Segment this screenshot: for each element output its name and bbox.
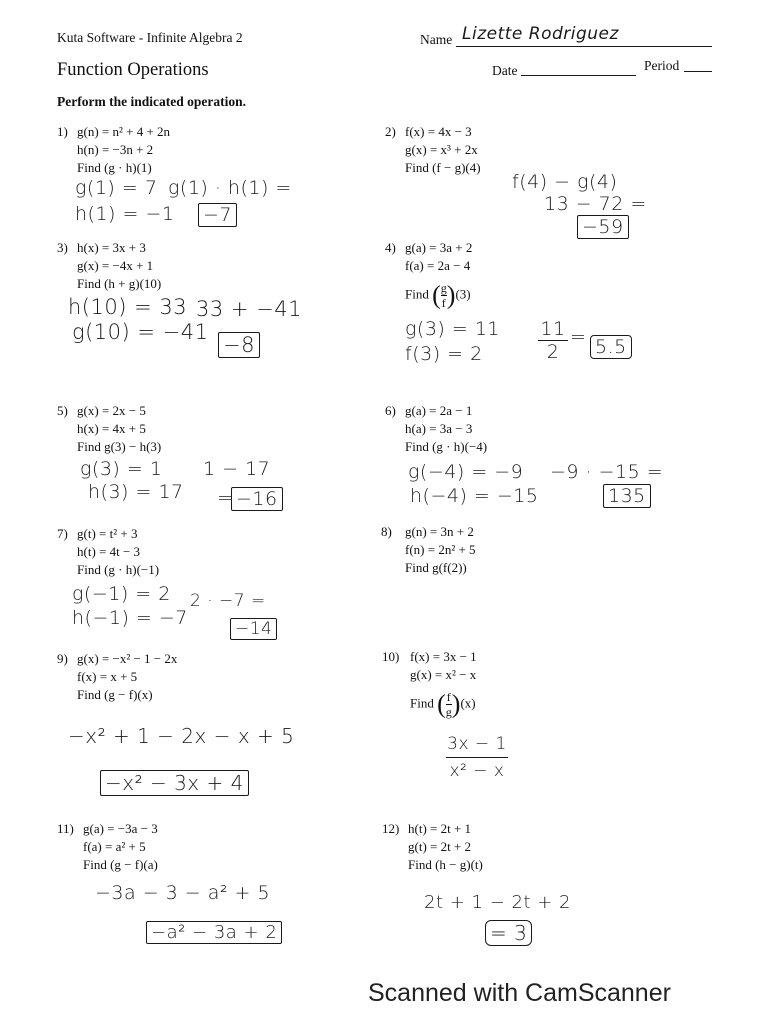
problem-line: g(x) = −x² − 1 − 2x (77, 651, 178, 666)
problem-number: 8) (381, 524, 392, 539)
handwritten-work: −9 · −15 = (550, 461, 664, 483)
problem-line: g(a) = 3a + 2 (405, 240, 473, 255)
problem-line: h(a) = 3a − 3 (405, 421, 473, 436)
problem-line: g(t) = t² + 3 (77, 526, 138, 541)
handwritten-work: 2 · −7 = (190, 591, 266, 611)
problem-line: h(x) = 3x + 3 (77, 240, 146, 255)
problem-4 (385, 239, 665, 319)
boxed-answer: −16 (231, 487, 283, 511)
problem-number: 12) (382, 821, 400, 836)
handwritten-work: g(−1) = 2 (72, 583, 171, 605)
problem-6 (385, 402, 665, 462)
problem-line: h(n) = −3n + 2 (77, 142, 154, 157)
problem-number: 7) (57, 526, 68, 541)
handwritten-work: g(1) = 7 (75, 177, 158, 199)
handwritten-work: h(−4) = −15 (410, 485, 539, 507)
fraction: $\frac{f}{g}$ (445, 690, 452, 719)
problem-5 (57, 402, 337, 462)
problem-number: 1) (57, 124, 68, 139)
problem-line: g(x) = x³ + 2x (405, 142, 478, 157)
handwritten-work: h(1) = −1 (75, 203, 175, 225)
problem-line: Find (g · h)(−4) (405, 439, 488, 454)
handwritten-work: h(10) = 33 (68, 295, 188, 319)
name-line (456, 46, 712, 47)
handwritten-work: g(3) = 1 (80, 458, 163, 480)
problem-8 (377, 523, 667, 583)
problem-number: 5) (57, 403, 68, 418)
boxed-answer: 135 (603, 484, 651, 508)
problem-number: 6) (385, 403, 396, 418)
problem-line: f(x) = x + 5 (77, 669, 138, 684)
problem-9 (57, 650, 337, 710)
problem-1 (57, 123, 337, 183)
handwritten-work: 2t + 1 − 2t + 2 (424, 892, 571, 913)
handwritten-work: g(3) = 11 (405, 318, 500, 340)
problem-line: f(x) = 4x − 3 (405, 124, 472, 139)
student-name: Lizette Rodriguez (462, 24, 619, 44)
handwritten-work: g(−4) = −9 (408, 461, 524, 483)
boxed-answer: −a² − 3a + 2 (146, 921, 282, 944)
problem-10 (382, 648, 667, 728)
boxed-answer: = 3 (485, 920, 532, 946)
problem-line: h(t) = 4t − 3 (77, 544, 141, 559)
handwritten-work: 33 + −41 (196, 297, 302, 321)
problem-line: Find (h + g)(10) (77, 276, 162, 291)
handwritten-fraction: 11 2 (538, 318, 568, 363)
name-label: Name (420, 32, 453, 47)
handwritten-work: f(3) = 2 (405, 343, 483, 365)
handwritten-work: 13 − 72 = (544, 193, 647, 215)
problem-line: f(a) = a² + 5 (83, 839, 146, 854)
problem-line: Find (g · h)(1) (77, 160, 152, 175)
problem-line: g(n) = 3n + 2 (405, 524, 474, 539)
problem-number: 3) (57, 240, 68, 255)
problem-line: Find (h − g)(t) (408, 857, 483, 872)
worksheet-title: Function Operations (57, 60, 209, 80)
boxed-answer: −7 (198, 203, 237, 227)
problem-line: g(x) = x² − x (410, 667, 477, 682)
problem-3 (57, 239, 337, 299)
problem-number: 11) (57, 821, 74, 836)
problem-line: f(a) = 2a − 4 (405, 258, 471, 273)
instructions: Perform the indicated operation. (57, 94, 246, 109)
problem-line: g(t) = 2t + 2 (408, 839, 472, 854)
boxed-answer: −59 (577, 215, 629, 239)
fraction: $\frac{g}{f}$ (440, 281, 447, 310)
handwritten-work: −3a − 3 − a² + 5 (95, 882, 271, 904)
problem-line: Find g(3) − h(3) (77, 439, 162, 454)
handwritten-work: h(3) = 17 (88, 481, 184, 503)
problem-number: 10) (382, 649, 400, 664)
problem-number: 4) (385, 240, 396, 255)
problem-line: g(n) = n² + 4 + 2n (77, 124, 171, 139)
problem-line: f(x) = 3x − 1 (410, 649, 477, 664)
period-line (684, 71, 712, 72)
date-line (521, 75, 636, 76)
problem-line: g(a) = 2a − 1 (405, 403, 473, 418)
boxed-answer: −8 (218, 332, 260, 358)
handwritten-fraction: 3x − 1 x² − x (447, 734, 507, 781)
problem-line: h(t) = 2t + 1 (408, 821, 472, 836)
problem-line: Find (f − g)(4) (405, 160, 481, 175)
problem-line: h(x) = 4x + 5 (77, 421, 146, 436)
problem-line: Find (g − f)(a) (83, 857, 158, 872)
handwritten-work: = (217, 487, 234, 509)
date-label: Date (492, 63, 518, 78)
handwritten-work: f(4) − g(4) (512, 171, 618, 193)
handwritten-work: 1 − 17 (203, 458, 271, 480)
problem-line: Find g(f(2)) (405, 560, 467, 575)
boxed-answer: 5.5 (590, 335, 632, 359)
problem-12 (382, 820, 667, 880)
problem-line: g(x) = −4x + 1 (77, 258, 154, 273)
problem-line: f(n) = 2n² + 5 (405, 542, 476, 557)
problem-line: Find (g · h)(−1) (77, 562, 160, 577)
problem-line: g(a) = −3a − 3 (83, 821, 158, 836)
handwritten-work: g(1) · h(1) = (168, 177, 292, 199)
publisher-label: Kuta Software - Infinite Algebra 2 (57, 30, 243, 45)
boxed-answer: −14 (230, 618, 277, 640)
problem-number: 9) (57, 651, 68, 666)
handwritten-work: −x² + 1 − 2x − x + 5 (68, 724, 295, 748)
camscanner-watermark: Scanned with CamScanner (368, 979, 671, 1007)
period-label: Period (644, 58, 680, 73)
handwritten-work: = (570, 326, 587, 348)
handwritten-work: h(−1) = −7 (72, 607, 188, 629)
problem-line-fraction: Find ( $\frac{f}{g}$ )(x) (410, 689, 476, 719)
problem-number: 2) (385, 124, 396, 139)
boxed-answer: −x² − 3x + 4 (100, 770, 249, 796)
problem-11 (57, 820, 337, 880)
handwritten-work: g(10) = −41 (72, 320, 209, 344)
problem-line: g(x) = 2x − 5 (77, 403, 146, 418)
problem-7 (57, 525, 337, 585)
problem-line: Find (g − f)(x) (77, 687, 153, 702)
problem-line-fraction: Find ( $\frac{g}{f}$ )(3) (405, 280, 471, 310)
